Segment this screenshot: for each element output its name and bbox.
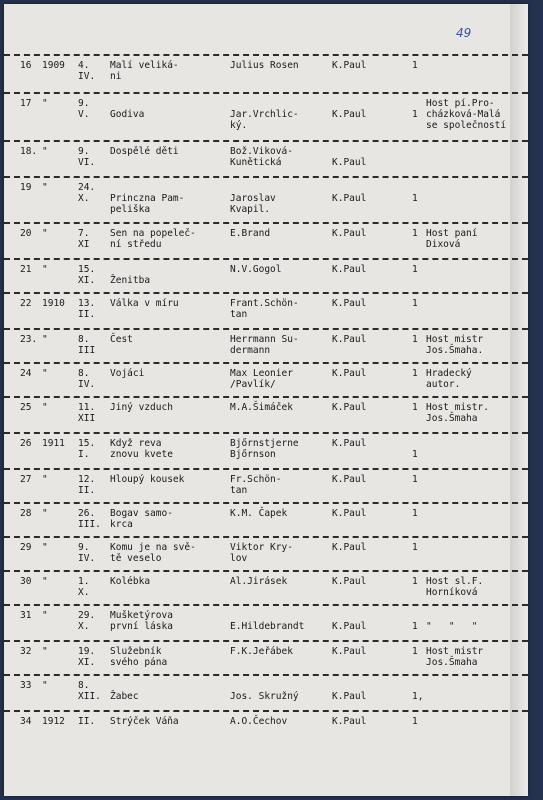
row-director: K.Paul	[332, 716, 367, 727]
row-num: 22	[20, 298, 32, 309]
row-num: 23.	[20, 334, 38, 345]
row-director: K.Paul	[332, 621, 367, 632]
table-row	[4, 468, 528, 504]
row-year: "	[42, 98, 48, 109]
row-num: 28	[20, 508, 32, 519]
row-title: Hloupý kousek	[110, 474, 185, 485]
row-title: Malí veliká- ni	[110, 60, 179, 82]
table-row	[4, 54, 528, 94]
row-count: 1	[412, 576, 418, 587]
row-num: 33	[20, 680, 32, 691]
row-num: 25	[20, 402, 32, 413]
row-count: 1	[412, 368, 418, 379]
row-director: K.Paul	[332, 298, 367, 309]
row-director: K.Paul	[332, 157, 367, 168]
row-title: Jiný vzduch	[110, 402, 173, 413]
row-count: 1	[412, 716, 418, 727]
row-author: Frant.Schön- tan	[230, 298, 299, 320]
row-note: Host mistr Jos.Šmaha	[426, 646, 484, 668]
row-date: 8. XII.	[78, 680, 101, 702]
table-row	[4, 222, 528, 260]
table-row	[4, 570, 528, 606]
row-author: Max Leonier /Pavlík/	[230, 368, 293, 390]
row-count: 1	[412, 109, 418, 120]
row-year: 1910	[42, 298, 65, 309]
row-count: 1	[412, 228, 418, 239]
table-row	[4, 536, 528, 572]
row-year: 1909	[42, 60, 65, 71]
row-title: Kolébka	[110, 576, 151, 587]
row-year: "	[42, 680, 48, 691]
row-date: 9. IV.	[78, 542, 96, 564]
row-date: 1. X.	[78, 576, 90, 598]
table-row	[4, 604, 528, 642]
row-year: 1912	[42, 716, 65, 727]
row-count: 1	[412, 264, 418, 275]
table-row	[4, 362, 528, 398]
row-director: K.Paul	[332, 264, 367, 275]
row-title: Komu je na svě- tě veselo	[110, 542, 196, 564]
row-note: Host pí.Pro- cházková-Malá se společností	[426, 98, 507, 131]
row-year: "	[42, 264, 48, 275]
row-count: 1	[412, 542, 418, 553]
row-num: 31	[20, 610, 32, 621]
row-date: II.	[78, 716, 96, 727]
row-date: 24. X.	[78, 182, 96, 204]
table-row	[4, 432, 528, 470]
row-title: Sen na popeleč- ní středu	[110, 228, 196, 250]
table-row	[4, 640, 528, 676]
row-author: Fr.Schön- tan	[230, 474, 282, 496]
row-title: Mušketýrova první láska	[110, 610, 173, 632]
row-author: F.K.Jeřábek	[230, 646, 293, 657]
row-count: 1	[412, 508, 418, 519]
row-director: K.Paul	[332, 646, 367, 657]
row-director: K.Paul	[332, 542, 367, 553]
table-row	[4, 140, 528, 178]
row-date: 11. XII	[78, 402, 96, 424]
row-year: "	[42, 334, 48, 345]
table-row	[4, 328, 528, 364]
row-author: Jaroslav Kvapil.	[230, 193, 276, 215]
row-year: "	[42, 542, 48, 553]
row-count: 1	[412, 646, 418, 657]
table-row	[4, 710, 528, 742]
row-year: "	[42, 474, 48, 485]
row-num: 34	[20, 716, 32, 727]
row-title: Když reva znovu kvete	[110, 438, 173, 460]
table-row	[4, 674, 528, 712]
row-author: K.M. Čapek	[230, 508, 288, 519]
row-director: K.Paul	[332, 402, 367, 413]
row-num: 32	[20, 646, 32, 657]
row-date: 8. IV.	[78, 368, 96, 390]
row-count: 1	[412, 334, 418, 345]
row-author: Herrmann Su- dermann	[230, 334, 299, 356]
row-num: 20	[20, 228, 32, 239]
row-year: "	[42, 368, 48, 379]
row-year: "	[42, 610, 48, 621]
row-num: 16	[20, 60, 32, 71]
row-year: 1911	[42, 438, 65, 449]
row-director: K.Paul	[332, 228, 367, 239]
row-director: K.Paul	[332, 576, 367, 587]
row-author: Jos. Skružný	[230, 691, 299, 702]
row-year: "	[42, 402, 48, 413]
row-author: Bož.Viková- Kunětická	[230, 146, 293, 168]
row-year: "	[42, 646, 48, 657]
row-num: 19	[20, 182, 32, 193]
table-row	[4, 396, 528, 434]
row-director: K.Paul	[332, 474, 367, 485]
row-note: Host sl.F. Horníková	[426, 576, 484, 598]
row-num: 29	[20, 542, 32, 553]
row-year: "	[42, 182, 48, 193]
row-year: "	[42, 228, 48, 239]
row-date: 4. IV.	[78, 60, 96, 82]
row-date: 12. II.	[78, 474, 96, 496]
table-row	[4, 176, 528, 224]
row-director: K.Paul	[332, 109, 367, 120]
row-num: 27	[20, 474, 32, 485]
row-title: Bogav samo- krca	[110, 508, 173, 530]
row-year: "	[42, 576, 48, 587]
row-title: Strýček Váňa	[110, 716, 179, 727]
row-count: 1	[412, 193, 418, 204]
row-author: Viktor Kry- lov	[230, 542, 293, 564]
row-title: Čest	[110, 334, 133, 345]
row-note: Host paní Dixová	[426, 228, 478, 250]
row-title: Válka v míru	[110, 298, 179, 309]
row-author: Julius Rosen	[230, 60, 299, 71]
row-author: Bjőrnstjerne Bjőrnson	[230, 438, 299, 460]
row-date: 9. VI.	[78, 146, 96, 168]
row-title: Ženitba	[110, 275, 151, 286]
row-num: 18.	[20, 146, 38, 157]
row-title: Godiva	[110, 109, 145, 120]
row-num: 26	[20, 438, 32, 449]
row-count: 1	[412, 621, 418, 632]
ledger-page	[4, 4, 528, 796]
row-author: E.Hildebrandt	[230, 621, 305, 632]
row-author: Jar.Vrchlic- ký.	[230, 109, 299, 131]
row-num: 21	[20, 264, 32, 275]
row-note: Host mistr Jos.Šmaha.	[426, 334, 484, 356]
row-date: 8. III	[78, 334, 96, 356]
row-num: 30	[20, 576, 32, 587]
row-date: 26. III.	[78, 508, 101, 530]
row-note: " " "	[426, 621, 478, 632]
row-count: 1	[412, 402, 418, 413]
row-director: K.Paul	[332, 60, 367, 71]
row-count: 1	[412, 449, 418, 460]
row-title: Vojáci	[110, 368, 145, 379]
page-number: 49	[456, 26, 472, 40]
row-num: 24	[20, 368, 32, 379]
row-director: K.Paul	[332, 438, 367, 449]
row-date: 13. II.	[78, 298, 96, 320]
row-note: Host mistr. Jos.Šmaha	[426, 402, 489, 424]
row-author: Al.Jirásek	[230, 576, 288, 587]
row-director: K.Paul	[332, 508, 367, 519]
row-author: M.A.Šimáček	[230, 402, 293, 413]
row-num: 17	[20, 98, 32, 109]
row-note: Hradecký autor.	[426, 368, 472, 390]
row-year: "	[42, 146, 48, 157]
row-title: Dospělé děti	[110, 146, 179, 157]
row-title: Služebník svého pána	[110, 646, 168, 668]
table-row	[4, 92, 528, 142]
row-count: 1	[412, 298, 418, 309]
row-count: 1,	[412, 691, 424, 702]
row-author: E.Brand	[230, 228, 271, 239]
row-count: 1	[412, 60, 418, 71]
row-date: 9. V.	[78, 98, 90, 120]
row-director: K.Paul	[332, 368, 367, 379]
row-director: K.Paul	[332, 193, 367, 204]
row-director: K.Paul	[332, 334, 367, 345]
row-title: Žabec	[110, 691, 139, 702]
row-title: Princzna Pam- peliška	[110, 193, 185, 215]
table-row	[4, 502, 528, 538]
row-date: 19. XI.	[78, 646, 96, 668]
table-row	[4, 258, 528, 294]
row-date: 15. I.	[78, 438, 96, 460]
row-year: "	[42, 508, 48, 519]
row-director: K.Paul	[332, 691, 367, 702]
row-author: N.V.Gogol	[230, 264, 282, 275]
table-row	[4, 292, 528, 330]
row-author: A.O.Čechov	[230, 716, 288, 727]
row-date: 7. XI	[78, 228, 90, 250]
row-date: 29. X.	[78, 610, 96, 632]
row-date: 15. XI.	[78, 264, 96, 286]
row-count: 1	[412, 474, 418, 485]
